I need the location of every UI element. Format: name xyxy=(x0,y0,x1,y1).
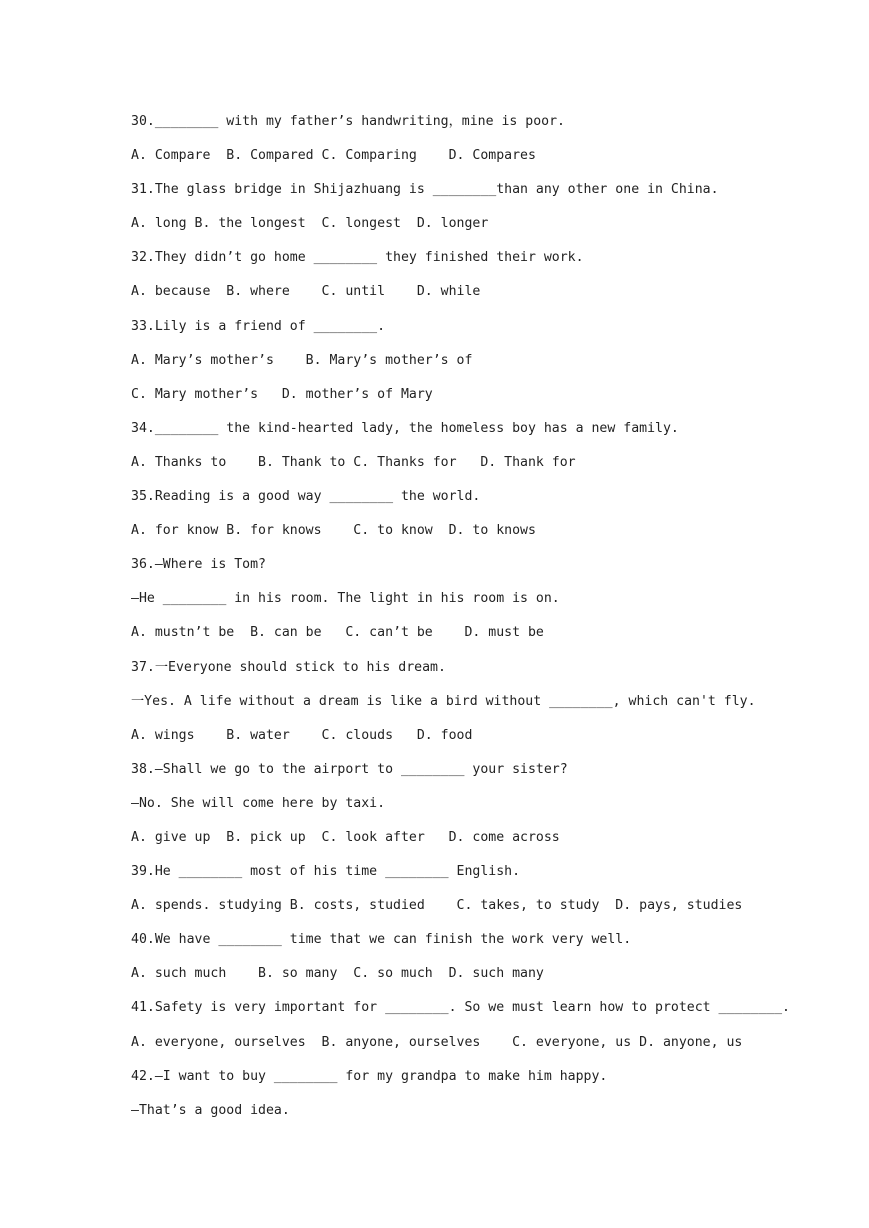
question-33-stem: 33.Lily is a friend of ________. xyxy=(131,318,386,334)
question-37-options: A. wings B. water C. clouds D. food xyxy=(131,727,473,743)
question-36-options: A. mustn’t be B. can be C. can’t be D. must be xyxy=(131,625,544,641)
question-32-options: A. because B. where C. until D. while xyxy=(131,284,481,300)
document-page xyxy=(131,111,790,1134)
question-33-options-ab: A. Mary’s mother’s B. Mary’s mother’s of xyxy=(131,352,473,368)
question-41-stem: 41.Safety is very important for ________. So we must learn how to protect ________. xyxy=(131,1000,790,1016)
question-30-stem: 30.________ with my father’s handwriting，mine is poor. xyxy=(131,114,565,129)
question-42-dialogue: —That’s a good idea. xyxy=(131,1102,290,1118)
question-37-stem: 37.一Everyone should stick to his dream. xyxy=(131,659,446,675)
question-39-options: A. spends. studying B. costs, studied C. takes, to study D. pays, studies xyxy=(131,898,743,914)
question-32-stem: 32.They didn’t go home ________ they finished their work. xyxy=(131,250,584,266)
question-37-dialogue: 一Yes. A life without a dream is like a bird without ________, which can't fly. xyxy=(131,693,756,709)
question-40-options: A. such much B. so many C. so much D. such many xyxy=(131,966,544,982)
question-38-stem: 38.—Shall we go to the airport to ________ your sister? xyxy=(131,761,568,777)
question-34-stem: 34.________ the kind-hearted lady, the homeless boy has a new family. xyxy=(131,420,679,436)
question-38-dialogue: —No. She will come here by taxi. xyxy=(131,795,386,811)
question-36-stem: 36.—Where is Tom? xyxy=(131,557,266,573)
question-42-stem: 42.—I want to buy ________ for my grandpa to make him happy. xyxy=(131,1068,608,1084)
question-33-options-cd: C. Mary mother’s D. mother’s of Mary xyxy=(131,386,433,402)
question-39-stem: 39.He ________ most of his time ________ English. xyxy=(131,864,521,880)
question-34-options: A. Thanks to B. Thank to C. Thanks for D. Thank for xyxy=(131,454,576,470)
question-30-options: A. Compare B. Compared C. Comparing D. Compares xyxy=(131,148,536,164)
question-31-options: A. long B. the longest C. longest D. longer xyxy=(131,216,489,232)
question-35-stem: 35.Reading is a good way ________ the world. xyxy=(131,489,481,505)
question-36-dialogue: —He ________ in his room. The light in his room is on. xyxy=(131,591,560,607)
question-35-options: A. for know B. for knows C. to know D. to knows xyxy=(131,523,536,539)
question-41-options: A. everyone, ourselves B. anyone, ourselves C. everyone, us D. anyone, us xyxy=(131,1034,743,1050)
question-38-options: A. give up B. pick up C. look after D. come across xyxy=(131,829,560,845)
question-40-stem: 40.We have ________ time that we can finish the work very well. xyxy=(131,932,632,948)
question-31-stem: 31.The glass bridge in Shijazhuang is ________than any other one in China. xyxy=(131,182,719,198)
